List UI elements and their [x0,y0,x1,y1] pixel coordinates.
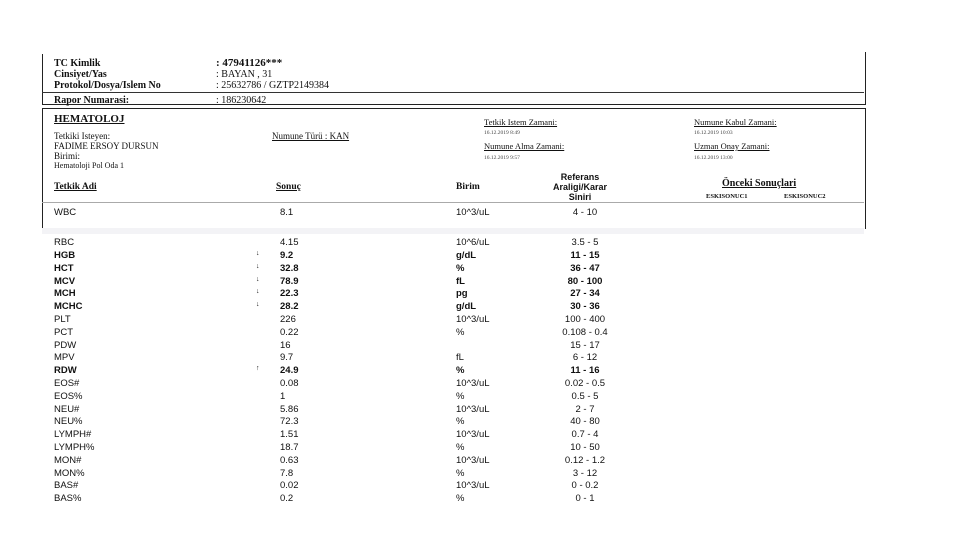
reference-range: 15 - 17 [570,339,600,351]
reference-range: 2 - 7 [575,403,595,415]
test-name: HCT [54,262,74,274]
unit-value: g/dL [456,301,477,313]
table-row [0,493,960,506]
table-row [0,263,960,276]
table-row [0,301,960,314]
unit-value: 10^3/uL [456,480,490,492]
result-value: 9.2 [280,250,294,261]
unit-value: g/dL [456,250,477,261]
unit-value: 10^3/uL [456,314,490,325]
result-value: 1 [280,390,286,402]
table-row [0,314,960,327]
result-value: 9.7 [280,352,294,364]
reference-range: 6 - 12 [572,352,598,364]
alma-value: 16.12.2019 9:57 [484,155,520,161]
unit-value: 10^3/uL [456,378,490,389]
test-name: BAS# [54,480,79,492]
reference-range: 11 - 16 [570,365,600,377]
header-ref-2: Araligi/Karar [552,182,608,192]
table-row [0,455,960,468]
protocol-value: : 25632786 / GZTP2149384 [216,80,330,91]
kabul-value: 16.12.2019 10:03 [694,130,733,136]
flag-icon: ↓ [256,288,260,296]
reference-range: 11 - 15 [570,250,600,261]
test-name: LYMPH# [54,429,92,441]
test-name: LYMPH% [54,442,95,453]
onay-value: 16.12.2019 13:00 [694,155,733,161]
test-name: NEU% [54,416,83,428]
result-value: 78.9 [280,275,299,287]
header-divider [42,202,864,203]
reference-range: 80 - 100 [567,275,603,287]
unit-value: 10^3/uL [456,403,490,415]
result-value: 0.08 [280,378,299,389]
divider [42,92,864,93]
result-value: 8.1 [280,207,294,218]
table-row [0,288,960,301]
reference-range: 27 - 34 [570,288,600,300]
table-row [0,442,960,455]
result-value: 0.22 [280,326,299,338]
result-value: 0.63 [280,454,299,466]
reference-range: 10 - 50 [570,442,600,453]
table-row [0,365,960,378]
table-row [0,276,960,289]
reference-range: 40 - 80 [570,416,600,428]
test-name: BAS% [54,493,82,505]
flag-icon: ↑ [256,365,260,373]
test-name: HGB [54,250,76,261]
test-name: MON% [54,467,85,479]
result-value: 226 [280,314,296,325]
result-value: 0.2 [280,493,294,505]
test-name: MCHC [54,301,83,313]
result-value: 16 [280,339,291,351]
kabul-label: Numune Kabul Zamani: [694,117,777,127]
table-row [0,468,960,481]
table-row [0,429,960,442]
unit-value: 10^3/uL [456,207,490,218]
unit-value: 10^3/uL [456,429,490,441]
test-name: PCT [54,326,73,338]
flag-icon: ↓ [256,301,260,309]
header-prev-2: ESKISONUC2 [784,193,826,200]
table-row [0,352,960,365]
table-row [0,237,960,250]
table-row [0,480,960,493]
test-name: EOS# [54,378,80,389]
header-unit: Birim [456,182,480,192]
report-number-label: Rapor Numarasi: [54,95,130,106]
unit-value: % [456,390,465,402]
unit-value: % [456,262,465,274]
reference-range: 3.5 - 5 [571,237,599,248]
reference-range: 0.108 - 0.4 [562,326,608,338]
requester-label: Tetkiki Isteyen: [54,131,111,141]
test-name: MCV [54,275,76,287]
alma-label: Numune Alma Zamani: [484,141,565,151]
table-row [0,416,960,429]
unit-value: fL [456,275,465,287]
unit-value: % [456,326,465,338]
onay-label: Uzman Onay Zamani: [694,141,770,151]
tc-value: : 47941126*** [216,57,283,69]
reference-range: 0 - 0.2 [571,480,599,492]
report-number-value: : 186230642 [216,95,267,106]
header-ref-3: Siniri [568,192,592,202]
unit-value: % [456,467,465,479]
test-name: RDW [54,365,77,377]
unit-value: % [456,442,465,453]
reference-range: 30 - 36 [570,301,600,313]
reference-range: 0.02 - 0.5 [564,378,606,389]
table-row [0,207,960,220]
table-row [0,404,960,417]
table-row [0,250,960,263]
reference-range: 36 - 47 [570,262,600,274]
requester-name: FADIME ERSOY DURSUN [54,141,159,151]
header-ref-1: Referans [560,172,600,182]
header-previous: Önceki Sonuçlari [722,178,797,189]
cropped-edge [42,52,864,54]
sample-type: Numune Türü : KAN [272,131,350,141]
header-result: Sonuç [276,182,301,192]
reference-range: 100 - 400 [564,314,606,325]
test-name: PDW [54,339,77,351]
header-prev-1: ESKISONUC1 [706,193,748,200]
result-value: 28.2 [280,301,299,313]
table-row [0,378,960,391]
result-value: 22.3 [280,288,299,300]
flag-icon: ↓ [256,250,260,257]
result-value: 32.8 [280,262,299,274]
test-name: WBC [54,207,77,218]
test-name: NEU# [54,403,80,415]
unit-name: Hematoloji Pol Oda 1 [54,161,124,170]
unit-value: 10^3/uL [456,454,490,466]
istem-value: 16.12.2019 8:49 [484,130,520,136]
result-value: 4.15 [280,237,299,248]
flag-icon: ↓ [256,262,260,270]
test-name: PLT [54,314,71,325]
unit-value: fL [456,352,464,364]
patient-info-box [42,52,866,105]
reference-range: 4 - 10 [572,207,598,218]
tc-label: TC Kimlik [54,58,101,69]
flag-icon: ↓ [256,275,260,283]
test-name: EOS% [54,390,83,402]
test-name: RBC [54,237,75,248]
test-name: MPV [54,352,75,364]
reference-range: 0 - 1 [575,493,595,505]
header-test: Tetkik Adi [54,182,97,192]
gender-age-value: : BAYAN , 31 [216,69,273,80]
result-value: 7.8 [280,467,294,479]
reference-range: 0.12 - 1.2 [564,454,606,466]
result-value: 24.9 [280,365,299,377]
reference-range: 0.5 - 5 [571,390,599,402]
unit-value: pg [456,288,468,300]
test-name: MON# [54,454,82,466]
result-value: 1.51 [280,429,299,441]
result-value: 5.86 [280,403,299,415]
result-value: 72.3 [280,416,299,428]
reference-range: 0.7 - 4 [571,429,599,441]
test-name: MCH [54,288,76,300]
result-value: 18.7 [280,442,299,453]
protocol-label: Protokol/Dosya/Islem No [54,80,161,91]
unit-value: % [456,416,465,428]
unit-value: % [456,493,465,505]
unit-value: % [456,365,465,377]
row-shade [42,228,864,234]
table-row [0,340,960,353]
unit-value: 10^6/uL [456,237,490,248]
reference-range: 3 - 12 [572,467,598,479]
unit-label: Birimi: [54,151,81,161]
istem-label: Tetkik Istem Zamani: [484,117,558,127]
table-row [0,391,960,404]
gender-age-label: Cinsiyet/Yas [54,69,107,80]
section-title: HEMATOLOJ [54,113,125,125]
result-value: 0.02 [280,480,299,492]
table-row [0,327,960,340]
